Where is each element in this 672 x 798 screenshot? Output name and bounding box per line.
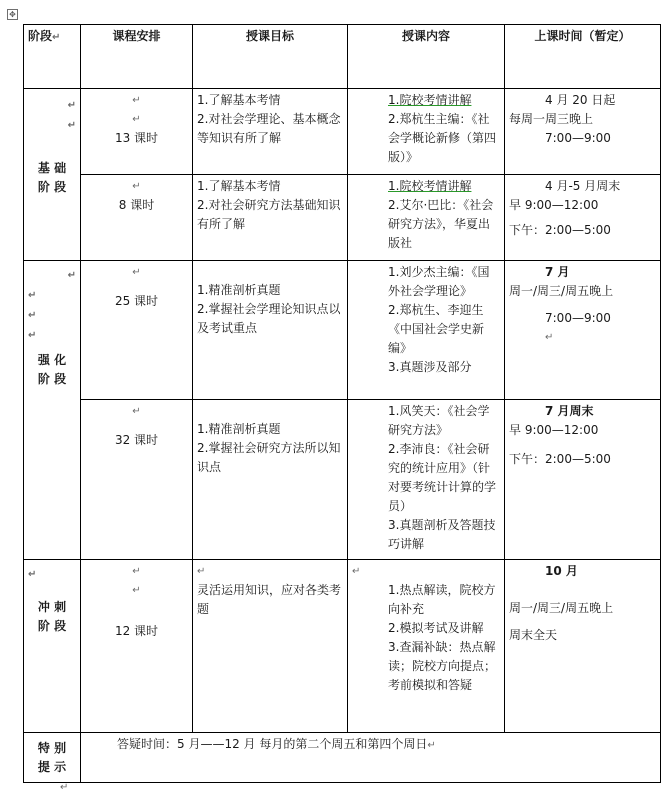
content-cell: ↵ 1.热点解读，院校方向补充 2.模拟考试及讲解 3.查漏补缺：热点解读；院校方向提点；考前模拟和答疑: [348, 560, 505, 733]
header-course: 课程安排: [81, 25, 193, 89]
content-cell: 1.院校考情讲解 2.艾尔·巴比：《社会研究方法》，华夏出版社: [348, 175, 505, 261]
header-time: 上课时间（暂定）: [505, 25, 661, 89]
hours-cell: ↵ ↵ 12 课时: [81, 560, 193, 733]
time-cell: 7 月周末 早 9:00—12:00 下午：2:00—5:00: [505, 400, 661, 560]
time-cell: 10 月 周一/周三/周五晚上 周末全天: [505, 560, 661, 733]
course-schedule-table: [23, 24, 661, 783]
notice-text-cell: 答疑时间：5 月——12 月 每月的第二个周五和第四个周日↵: [81, 733, 661, 783]
time-cell: 4 月 20 日起 每周一周三晚上 7:00—9:00: [505, 89, 661, 175]
content-cell: 1.刘少杰主编：《国外社会学理论》 2.郑杭生、李迎生《中国社会学史新编》 3.真题涉及部分: [348, 261, 505, 400]
content-cell: 1.风笑天：《社会学研究方法》 2.李沛良：《社会研究的统计应用》（针对要考统计计算的学员） 3.真题剖析及答题技巧讲解: [348, 400, 505, 560]
notice-label-cell: 特 别 提 示: [24, 733, 81, 783]
table-move-handle-icon[interactable]: ✥: [7, 9, 18, 20]
hours-cell: ↵ 25 课时: [81, 261, 193, 400]
goal-cell: 1.精准剖析真题 2.掌握社会学理论知识点以及考试重点: [193, 261, 348, 400]
table-row: [24, 261, 661, 400]
table-row: [24, 89, 661, 175]
table-row: [24, 175, 661, 261]
header-content: 授课内容: [348, 25, 505, 89]
table-row: [24, 560, 661, 733]
header-row: [24, 25, 661, 89]
paragraph-mark: ↵: [60, 782, 69, 793]
goal-cell: ↵ 灵活运用知识，应对各类考题: [193, 560, 348, 733]
stage-cell-sprint: ↵ 冲 刺 阶 段: [24, 560, 81, 733]
goal-cell: 1.了解基本考情 2.对社会研究方法基础知识有所了解: [193, 175, 348, 261]
table-row: [24, 733, 661, 783]
header-stage: 阶段↵: [24, 25, 81, 89]
time-cell: 4 月-5 月周末 早 9:00—12:00 下午：2:00—5:00: [505, 175, 661, 261]
table-row: [24, 400, 661, 560]
time-cell: 7 月 周一/周三/周五晚上 7:00—9:00 ↵: [505, 261, 661, 400]
hours-cell: ↵ 32 课时: [81, 400, 193, 560]
goal-cell: 1.精准剖析真题 2.掌握社会研究方法所以知识点: [193, 400, 348, 560]
hours-cell: ↵ 8 课时: [81, 175, 193, 261]
goal-cell: 1.了解基本考情 2.对社会学理论、基本概念等知识有所了解: [193, 89, 348, 175]
hours-cell: ↵ ↵ 13 课时: [81, 89, 193, 175]
stage-cell-basic: ↵ ↵ 基 础 阶 段: [24, 89, 81, 261]
content-cell: 1.院校考情讲解 2.郑杭生主编：《社会学概论新修（第四版）》: [348, 89, 505, 175]
header-goal: 授课目标: [193, 25, 348, 89]
stage-cell-strengthen: ↵ ↵ ↵ ↵ 强 化 阶 段: [24, 261, 81, 560]
